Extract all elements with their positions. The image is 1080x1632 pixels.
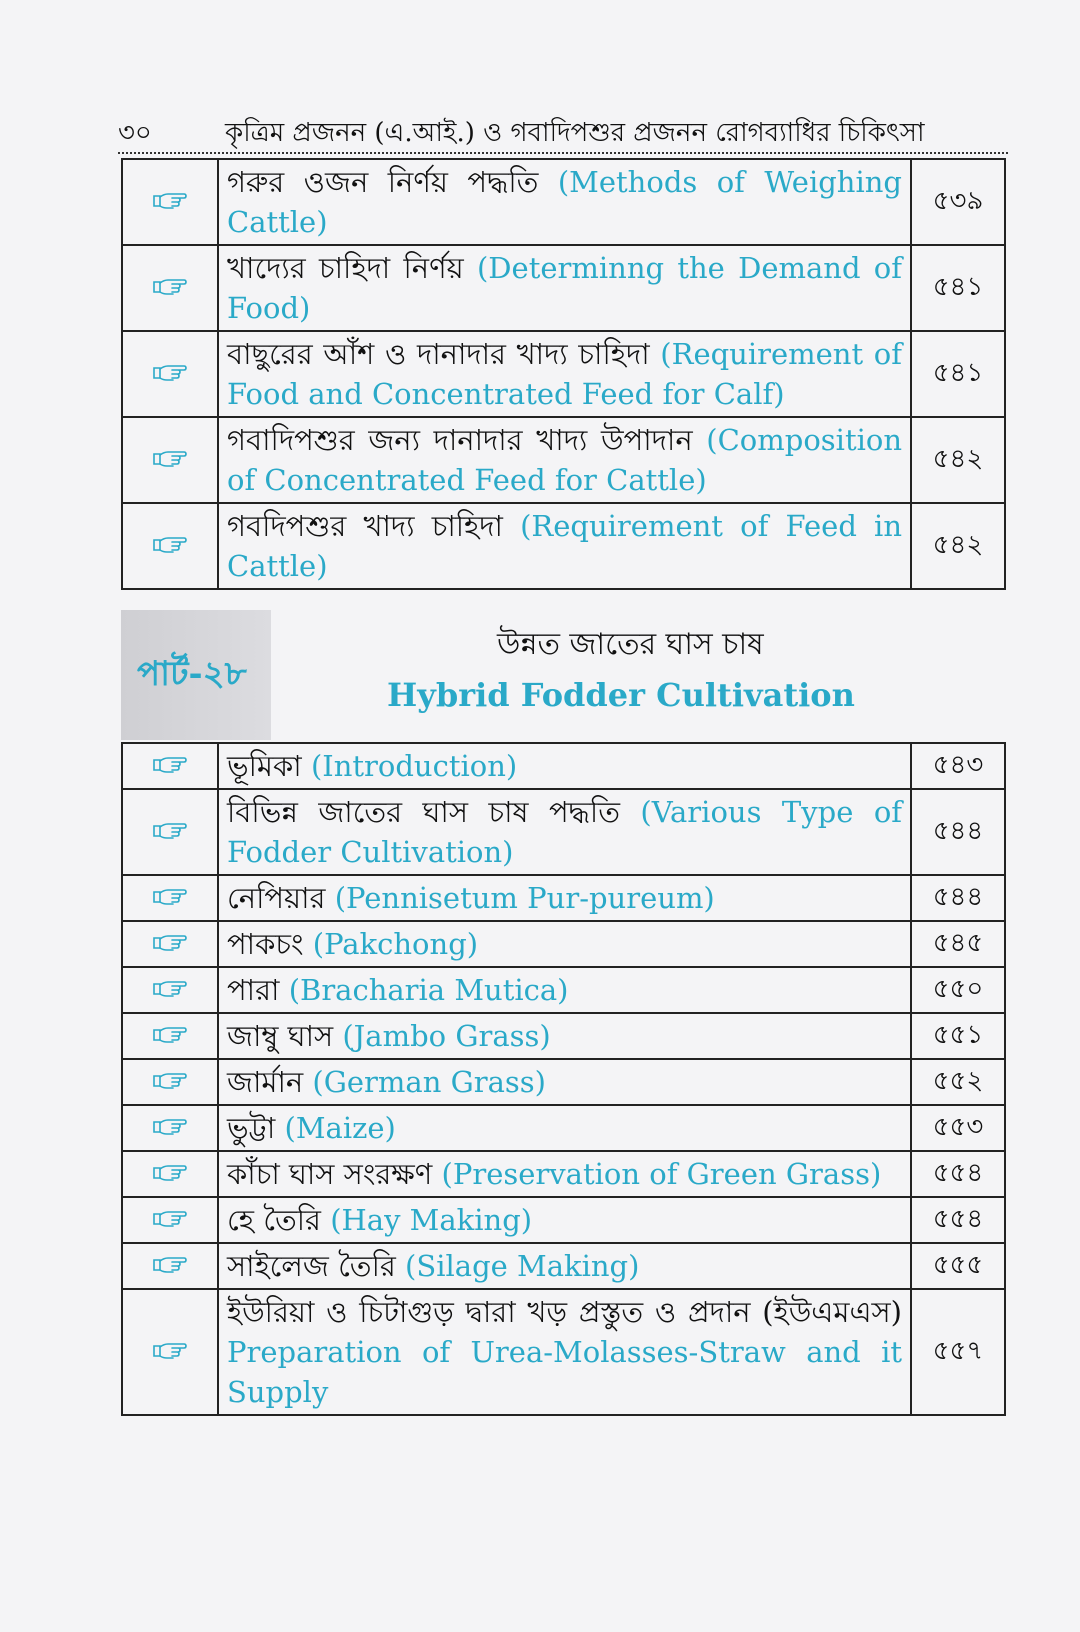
pointing-hand-icon bbox=[152, 825, 188, 844]
bullet-cell bbox=[122, 331, 218, 417]
pointing-hand-icon bbox=[152, 453, 188, 472]
toc-row bbox=[122, 331, 1005, 417]
entry-title-english: (Requirement of Food and Concentrated Feed for Calf) bbox=[227, 337, 902, 411]
entry-title-bengali: গরুর ওজন নির্ণয় পদ্ধতি bbox=[227, 165, 539, 199]
pointing-hand-icon bbox=[152, 539, 188, 558]
entry-page-number: ৫৪৪ bbox=[911, 789, 1005, 875]
bullet-cell bbox=[122, 967, 218, 1013]
toc-table-top bbox=[121, 158, 1006, 590]
entry-title-bengali: হে তৈরি bbox=[227, 1203, 321, 1237]
toc-row bbox=[122, 1197, 1005, 1243]
pointing-hand-icon bbox=[152, 759, 188, 778]
toc-row bbox=[122, 417, 1005, 503]
entry-title bbox=[218, 743, 911, 789]
pointing-hand-icon bbox=[152, 1167, 188, 1186]
entry-title-english: (Pakchong) bbox=[312, 927, 479, 961]
toc-row bbox=[122, 875, 1005, 921]
toc-row bbox=[122, 967, 1005, 1013]
entry-title bbox=[218, 245, 911, 331]
entry-title-english: (Bracharia Mutica) bbox=[288, 973, 569, 1007]
entry-page-number: ৫৪২ bbox=[911, 417, 1005, 503]
entry-title bbox=[218, 331, 911, 417]
entry-title bbox=[218, 789, 911, 875]
entry-page-number: ৫৪২ bbox=[911, 503, 1005, 589]
entry-title bbox=[218, 1151, 911, 1197]
entry-title-bengali: খাদ্যের চাহিদা নির্ণয় bbox=[227, 251, 464, 285]
bullet-cell bbox=[122, 1289, 218, 1415]
entry-page-number: ৫৫০ bbox=[911, 967, 1005, 1013]
entry-page-number: ৫৩৯ bbox=[911, 159, 1005, 245]
entry-title-bengali: গবদিপশুর খাদ্য চাহিদা bbox=[227, 509, 503, 543]
running-header bbox=[118, 112, 1008, 154]
entry-title-bengali: ভূমিকা bbox=[227, 749, 302, 783]
page-number: ৩০ bbox=[118, 118, 152, 148]
toc-row bbox=[122, 245, 1005, 331]
toc-row bbox=[122, 1289, 1005, 1415]
entry-title-bengali: কাঁচা ঘাস সংরক্ষণ bbox=[227, 1157, 433, 1191]
pointing-hand-icon bbox=[152, 1213, 188, 1232]
pointing-hand-icon bbox=[152, 1121, 188, 1140]
entry-title-bengali: জার্মান bbox=[227, 1065, 304, 1099]
entry-title-english: (Preservation of Green Grass) bbox=[441, 1157, 882, 1191]
entry-page-number: ৫৫৪ bbox=[911, 1151, 1005, 1197]
entry-title-bengali: সাইলেজ তৈরি bbox=[227, 1249, 396, 1283]
pointing-hand-icon bbox=[152, 891, 188, 910]
pointing-hand-icon bbox=[152, 281, 188, 300]
entry-title-bengali: নেপিয়ার bbox=[227, 881, 326, 915]
entry-title-english: (Various Type of Fodder Cultivation) bbox=[227, 795, 903, 869]
bullet-cell bbox=[122, 1151, 218, 1197]
toc-row bbox=[122, 159, 1005, 245]
part-title-english: Hybrid Fodder Cultivation bbox=[387, 676, 855, 714]
bullet-cell bbox=[122, 159, 218, 245]
entry-title bbox=[218, 417, 911, 503]
entry-page-number: ৫৫২ bbox=[911, 1059, 1005, 1105]
entry-page-number: ৫৫৫ bbox=[911, 1243, 1005, 1289]
entry-title-english: Preparation of Urea-Molasses-Straw and it Supply bbox=[227, 1335, 902, 1409]
toc-row bbox=[122, 1013, 1005, 1059]
entry-title-bengali: ইউরিয়া ও চিটাগুড় দ্বারা খড় প্রস্তুত ও প্রদান (ইউএমএস) bbox=[227, 1295, 902, 1329]
entry-page-number: ৫৪১ bbox=[911, 331, 1005, 417]
entry-title-english: (Composition of Concentrated Feed for Cattle) bbox=[227, 423, 903, 497]
toc-row bbox=[122, 1105, 1005, 1151]
entry-title-english: (Pennisetum Pur-pureum) bbox=[334, 881, 715, 915]
entry-title-bengali: গবাদিপশুর জন্য দানাদার খাদ্য উপাদান bbox=[227, 423, 693, 457]
entry-page-number: ৫৫৭ bbox=[911, 1289, 1005, 1415]
entry-title-english: (Introduction) bbox=[310, 749, 518, 783]
part-title-bengali: উন্নত জাতের ঘাস চাষ bbox=[497, 627, 764, 662]
bullet-cell bbox=[122, 1059, 218, 1105]
entry-title-english: (German Grass) bbox=[312, 1065, 546, 1099]
book-title: কৃত্রিম প্রজনন (এ.আই.) ও গবাদিপশুর প্রজনন রোগব্যাধির চিকিৎসা bbox=[225, 118, 925, 148]
pointing-hand-icon bbox=[152, 1259, 188, 1278]
bullet-cell bbox=[122, 503, 218, 589]
entry-page-number: ৫৪৩ bbox=[911, 743, 1005, 789]
bullet-cell bbox=[122, 1243, 218, 1289]
entry-page-number: ৫৪৫ bbox=[911, 921, 1005, 967]
entry-title-english: (Maize) bbox=[284, 1111, 396, 1145]
entry-title-english: (Methods of Weighing Cattle) bbox=[227, 165, 902, 239]
entry-page-number: ৫৪১ bbox=[911, 245, 1005, 331]
pointing-hand-icon bbox=[152, 1345, 188, 1364]
toc-row bbox=[122, 789, 1005, 875]
entry-title-bengali: জাম্বু ঘাস bbox=[227, 1019, 334, 1053]
entry-title-bengali: ভুট্টা bbox=[227, 1111, 276, 1145]
toc-row bbox=[122, 921, 1005, 967]
entry-title bbox=[218, 503, 911, 589]
entry-title-english: (Requirement of Feed in Cattle) bbox=[227, 509, 902, 583]
entry-title bbox=[218, 875, 911, 921]
entry-title-english: (Silage Making) bbox=[405, 1249, 640, 1283]
entry-title-bengali: বাছুরের আঁশ ও দানাদার খাদ্য চাহিদা bbox=[227, 337, 650, 371]
part-label: পার্ট-২৮ bbox=[137, 654, 247, 694]
toc-row bbox=[122, 503, 1005, 589]
bullet-cell bbox=[122, 417, 218, 503]
entry-title bbox=[218, 1105, 911, 1151]
entry-title bbox=[218, 921, 911, 967]
entry-title-bengali: পারা bbox=[227, 973, 280, 1007]
bullet-cell bbox=[122, 921, 218, 967]
entry-title bbox=[218, 1243, 911, 1289]
entry-title bbox=[218, 1197, 911, 1243]
entry-title-bengali: বিভিন্ন জাতের ঘাস চাষ পদ্ধতি bbox=[227, 795, 620, 829]
entry-title bbox=[218, 967, 911, 1013]
entry-page-number: ৫৫১ bbox=[911, 1013, 1005, 1059]
entry-page-number: ৫৫৪ bbox=[911, 1197, 1005, 1243]
entry-title bbox=[218, 1289, 911, 1415]
entry-title-bengali: পাকচং bbox=[227, 927, 304, 961]
toc-row bbox=[122, 743, 1005, 789]
bullet-cell bbox=[122, 1013, 218, 1059]
entry-page-number: ৫৪৪ bbox=[911, 875, 1005, 921]
entry-title-english: (Hay Making) bbox=[330, 1203, 533, 1237]
toc-row bbox=[122, 1243, 1005, 1289]
pointing-hand-icon bbox=[152, 1029, 188, 1048]
entry-title-english: (Determinng the Demand of Food) bbox=[227, 251, 902, 325]
entry-page-number: ৫৫৩ bbox=[911, 1105, 1005, 1151]
toc-row bbox=[122, 1059, 1005, 1105]
bullet-cell bbox=[122, 1105, 218, 1151]
pointing-hand-icon bbox=[152, 937, 188, 956]
bullet-cell bbox=[122, 1197, 218, 1243]
toc-row bbox=[122, 1151, 1005, 1197]
entry-title bbox=[218, 159, 911, 245]
toc-table-part bbox=[121, 742, 1006, 1416]
entry-title-english: (Jambo Grass) bbox=[342, 1019, 551, 1053]
entry-title bbox=[218, 1059, 911, 1105]
entry-title bbox=[218, 1013, 911, 1059]
pointing-hand-icon bbox=[152, 367, 188, 386]
pointing-hand-icon bbox=[152, 195, 188, 214]
bullet-cell bbox=[122, 743, 218, 789]
pointing-hand-icon bbox=[152, 983, 188, 1002]
bullet-cell bbox=[122, 245, 218, 331]
bullet-cell bbox=[122, 789, 218, 875]
pointing-hand-icon bbox=[152, 1075, 188, 1094]
bullet-cell bbox=[122, 875, 218, 921]
